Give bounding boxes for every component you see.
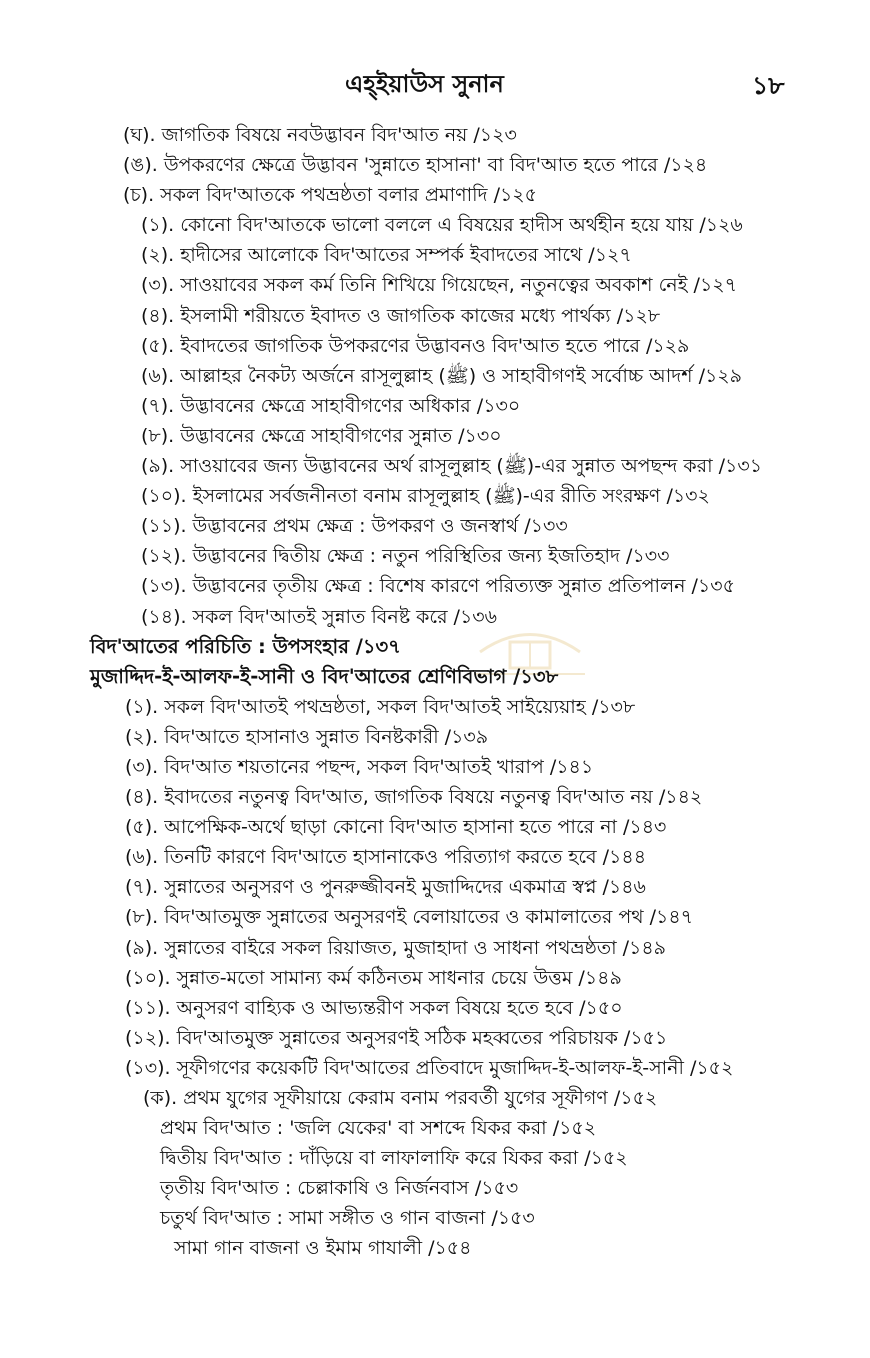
toc-entry: (৬). তিনটি কারণে বিদ'আতে হাসানাকেও পরিত্যাগ করতে হবে /১৪৪ xyxy=(125,846,647,869)
toc-entry: (৫). ইবাদতের জাগতিক উপকরণের উদ্ভাবনও বিদ'আত হতে পারে /১২৯ xyxy=(141,334,690,357)
toc-entry: তৃতীয় বিদ'আত : চেল্লাকাষি ও নির্জনবাস /১৫৩ xyxy=(160,1177,519,1200)
toc-entry: প্রথম বিদ'আত : 'জলি যেকের' বা সশব্দে যিকর করা /১৫২ xyxy=(160,1117,597,1140)
toc-entry: (১০). সুন্নাত-মতো সামান্য কর্ম কঠিনতম সাধনার চেয়ে উত্তম /১৪৯ xyxy=(125,966,622,989)
toc-entry: (ঙ). উপকরণের ক্ষেত্রে উদ্ভাবন 'সুন্নাতে হাসানা' বা বিদ'আত হতে পারে /১২৪ xyxy=(123,154,708,177)
toc-entry: (২). বিদ'আতে হাসানাও সুন্নাত বিনষ্টকারী /১৩৯ xyxy=(125,725,489,748)
running-header xyxy=(0,66,870,106)
toc-entry: (১৩). সূফীগণের কয়েকটি বিদ'আতের প্রতিবাদে মুজাদ্দিদ-ই-আলফ-ই-সানী /১৫২ xyxy=(125,1056,734,1079)
table-of-contents xyxy=(0,120,870,1264)
toc-entry: (৮). উদ্ভাবনের ক্ষেত্রে সাহাবীগণের সুন্নাত /১৩০ xyxy=(141,424,502,447)
toc-entry: (৭). সুন্নাতের অনুসরণ ও পুনরুজ্জীবনই মুজাদ্দিদের একমাত্র স্বপ্ন /১৪৬ xyxy=(125,876,646,899)
page-header-title: এহ্ইয়াউস সুনান xyxy=(345,70,504,98)
toc-entry: সামা গান বাজনা ও ইমাম গাযালী /১৫৪ xyxy=(174,1237,472,1260)
toc-entry: (১৪). সকল বিদ'আতই সুন্নাত বিনষ্ট করে /১৩৬ xyxy=(141,605,497,628)
toc-entry: (৯). সাওয়াবের জন্য উদ্ভাবনের অর্থ রাসূলুল্লাহ (ﷺ)-এর সুন্নাত অপছন্দ করা /১৩১ xyxy=(141,455,763,478)
toc-entry: (৯). সুন্নাতের বাইরে সকল রিয়াজত, মুজাহাদা ও সাধনা পথভ্রষ্ঠতা /১৪৯ xyxy=(125,936,667,959)
toc-entry: (২). হাদীসের আলোকে বিদ'আতের সম্পর্ক ইবাদতের সাথে /১২৭ xyxy=(141,244,632,267)
toc-entry: (৭). উদ্ভাবনের ক্ষেত্রে সাহাবীগণের অধিকার /১৩০ xyxy=(141,394,521,417)
toc-entry: (ঘ). জাগতিক বিষয়ে নবউদ্ভাবন বিদ'আত নয় /১২৩ xyxy=(123,124,517,146)
toc-entry: (১২). উদ্ভাবনের দ্বিতীয় ক্ষেত্র : নতুন পরিস্থিতির জন্য ইজতিহাদ /১৩৩ xyxy=(141,545,670,568)
page-number: ১৮ xyxy=(752,71,785,100)
toc-entry: (১০). ইসলামের সর্বজনীনতা বনাম রাসূলুল্লাহ (ﷺ)-এর রীতি সংরক্ষণ /১৩২ xyxy=(141,485,710,508)
toc-entry: (৪). ইসলামী শরীয়তে ইবাদত ও জাগতিক কাজের মধ্যে পার্থক্য /১২৮ xyxy=(141,304,661,327)
toc-section-heading: মুজাদ্দিদ-ই-আলফ-ই-সানী ও বিদ'আতের শ্রেণিবিভাগ /১৩৮ xyxy=(90,664,559,688)
toc-entry: (১৩). উদ্ভাবনের তৃতীয় ক্ষেত্র : বিশেষ কারণে পরিত্যক্ত সুন্নাত প্রতিপালন /১৩৫ xyxy=(141,575,735,598)
toc-entry: (১১). উদ্ভাবনের প্রথম ক্ষেত্র : উপকরণ ও জনস্বার্থ /১৩৩ xyxy=(141,515,568,538)
toc-entry: (১). সকল বিদ'আতই পথভ্রষ্ঠতা, সকল বিদ'আতই সাইয়্যেয়াহ /১৩৮ xyxy=(125,695,636,718)
toc-entry: দ্বিতীয় বিদ'আত : দাঁড়িয়ে বা লাফালাফি করে যিকর করা /১৫২ xyxy=(160,1147,628,1170)
toc-entry: (১২). বিদ'আতমুক্ত সুন্নাতের অনুসরণই সঠিক মহব্বতের পরিচায়ক /১৫১ xyxy=(125,1026,668,1049)
toc-entry: (৫). আপেক্ষিক-অর্থে ছাড়া কোনো বিদ'আত হাসানা হতে পারে না /১৪৩ xyxy=(125,816,667,839)
toc-entry: (৬). আল্লাহর নৈকট্য অর্জনে রাসূলুল্লাহ (ﷺ) ও সাহাবীগণই সর্বোচ্চ আদর্শ /১২৯ xyxy=(141,364,742,387)
toc-entry: (৪). ইবাদতের নতুনত্ব বিদ'আত, জাগতিক বিষয়ে নতুনত্ব বিদ'আত নয় /১৪২ xyxy=(125,786,703,809)
toc-entry: (৩). বিদ'আত শয়তানের পছন্দ, সকল বিদ'আতই খারাপ /১৪১ xyxy=(125,755,594,778)
toc-entry: (চ). সকল বিদ'আতকে পথভ্রষ্ঠতা বলার প্রমাণাদি /১২৫ xyxy=(123,184,537,207)
toc-entry: চতুর্থ বিদ'আত : সামা সঙ্গীত ও গান বাজনা /১৫৩ xyxy=(160,1207,535,1230)
toc-entry: (৮). বিদ'আতমুক্ত সুন্নাতের অনুসরণই বেলায়াতের ও কামালাতের পথ /১৪৭ xyxy=(125,906,694,929)
toc-entry: (ক). প্রথম যুগের সূফীয়ায়ে কেরাম বনাম পরবর্তী যুগের সূফীগণ /১৫২ xyxy=(143,1087,658,1109)
toc-section-heading: বিদ'আতের পরিচিতি : উপসংহার /১৩৭ xyxy=(90,634,401,658)
toc-entry: (১). কোনো বিদ'আতকে ভালো বললে এ বিষয়ের হাদীস অর্থহীন হয়ে যায় /১২৬ xyxy=(141,214,743,237)
toc-entry: (১১). অনুসরণ বাহ্যিক ও আভ্যন্তরীণ সকল বিষয়ে হতে হবে /১৫০ xyxy=(125,996,623,1019)
toc-entry: (৩). সাওয়াবের সকল কর্ম তিনি শিখিয়ে গিয়েছেন, নতুনত্বের অবকাশ নেই /১২৭ xyxy=(141,274,737,297)
